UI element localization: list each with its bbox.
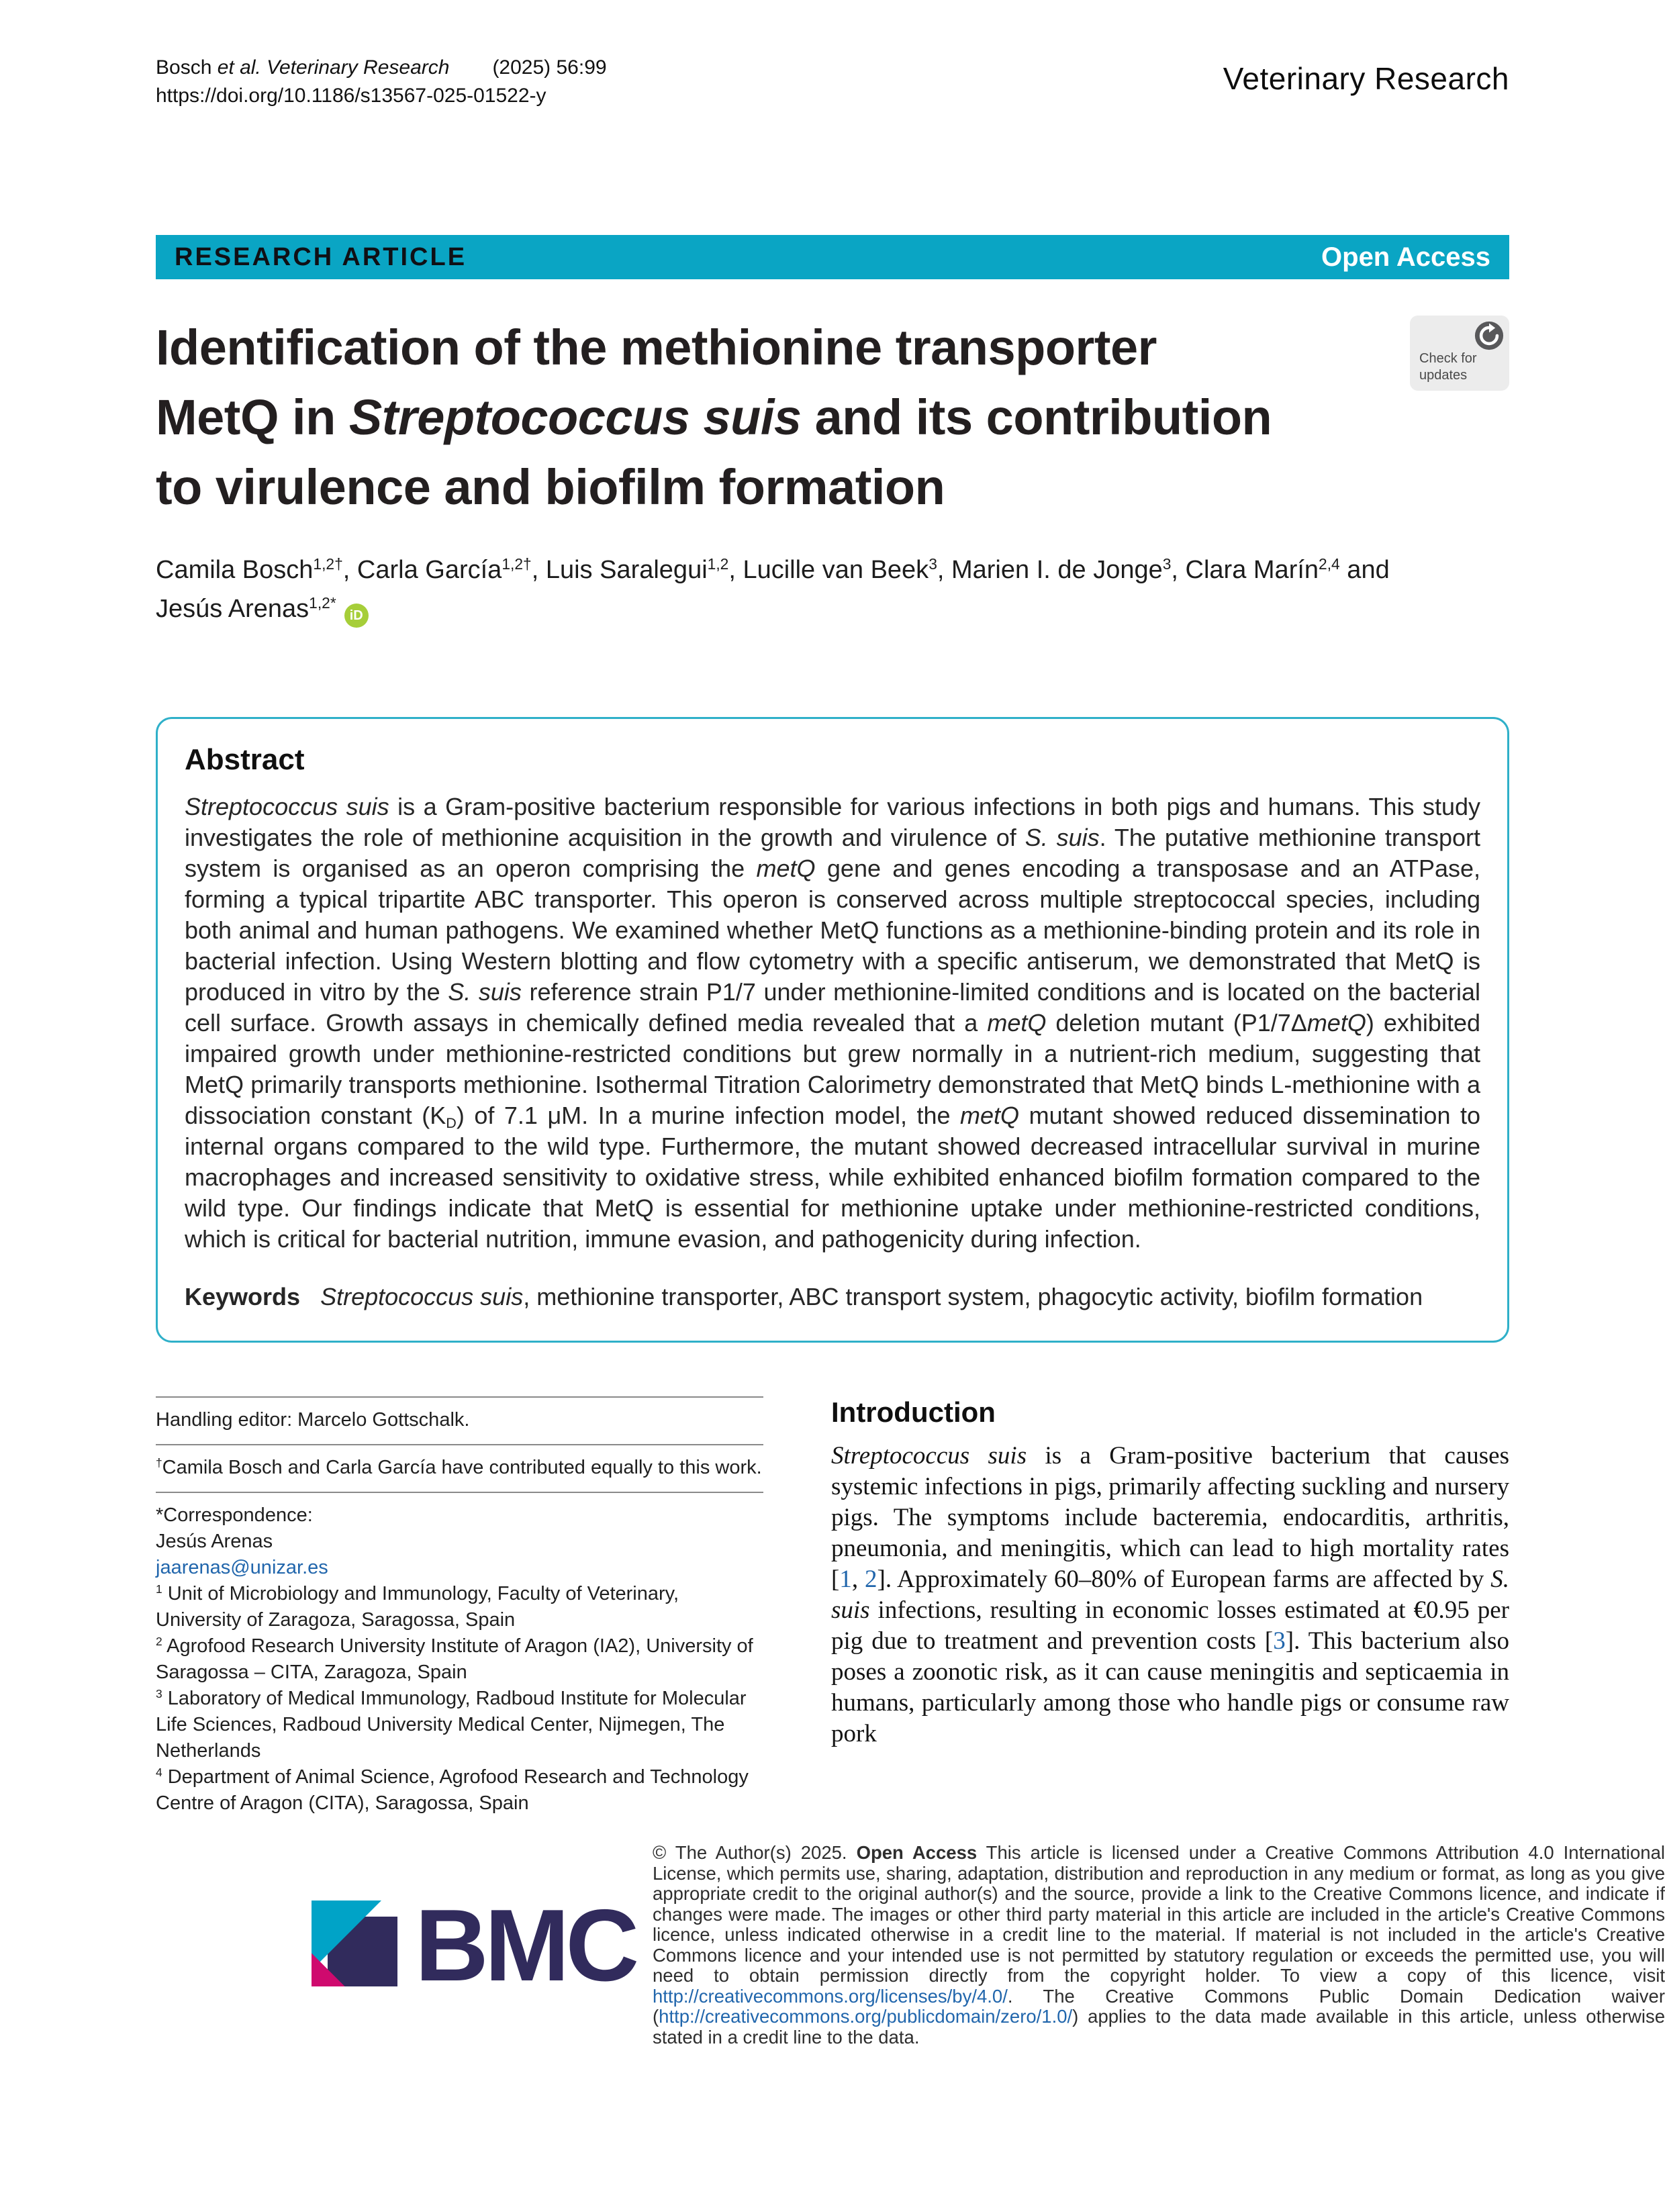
citation-line [156,54,607,82]
orcid-icon[interactable]: iD [344,604,369,628]
crossmark-icon [1474,321,1504,350]
text-segment: to virulence and biofilm formation [156,459,945,515]
handling-editor-note: Handling editor: Marcelo Gottschalk. [156,1409,470,1431]
text-segment: 1,2* [309,594,336,612]
text-segment: ) applies to the data made available in this article, unless otherwise stated in a credit line to the data. [653,2006,1665,2048]
open-access-label: Open Access [1321,242,1490,272]
text-segment: Department of Animal Science, Agrofood Research and Technology Centre of Aragon (CITA), Saragossa, Spain [156,1766,749,1814]
text-segment: . The putative methionine transport system is organised as an operon comprising the [185,824,1480,882]
text-segment: Identification of the methionine transporter [156,320,1157,375]
text-segment: reference strain P1/7 under methionine-limited conditions and is located on the bacterial cell surface. Growth assays in chemically defined media revealed that a [185,978,1480,1037]
bmc-logo [312,1888,653,2003]
text-segment: Agrofood Research University Institute of Aragon (IA2), University of Saragossa – CITA, Zaragoza, Spain [156,1635,753,1683]
text-segment: Streptococcus suis [320,1283,524,1310]
page-header [156,0,1509,110]
affiliation-4 [156,1764,763,1817]
text-segment: mutant showed reduced dissemination to internal organs compared to the wild type. Furthermore, the mutant showed decreased intracellular survival in murine macrophages and increased sensitivity to oxidative stress, while exhibited enhanced biofilm formation compared to the wild type. Our findings indicate that MetQ is essential for methionine uptake under methionine-restricted conditions, which is critical for bacterial nutrition, immune evasion, and pathogenicity during infection. [185,1102,1481,1253]
check-badge-line1: Check for [1419,351,1477,366]
text-segment: , Marien I. de Jonge [937,556,1163,584]
citation-journal: et al. Veterinary Research [217,56,450,79]
text-segment: and its contribution [801,389,1272,445]
article-type-banner [156,235,1509,279]
body-columns [156,1396,1509,1827]
license-text [653,1843,1665,2048]
text-segment: D [446,1114,457,1132]
citation-block [156,54,607,110]
text-segment: Streptococcus suis [348,389,802,445]
text-segment: Streptococcus suis [185,793,389,820]
author-names [156,556,1390,623]
text-segment: Jesús Arenas [156,595,310,623]
text-segment: S. suis [1025,824,1100,851]
text-segment: metQ [756,855,816,882]
inline-link[interactable]: http://creativecommons.org/licenses/by/4.0/ [653,1985,1008,2007]
title-row [156,313,1509,522]
text-segment: Camila Bosch and Carla García have contributed equally to this work. [162,1457,762,1478]
text-segment: 2 [156,1635,162,1649]
keywords-text [320,1283,1423,1310]
text-segment: 1 [156,1582,162,1596]
article-title [156,313,1358,522]
footnotes-column [156,1396,763,1827]
text-segment: and [1339,556,1390,584]
correspondent-name: Jesús Arenas [156,1531,273,1552]
article-type-label: RESEARCH ARTICLE [175,242,467,271]
citation-author: Bosch [156,56,218,79]
check-badge-line2: updates [1419,368,1468,383]
citation-issue: (2025) 56:99 [492,56,607,79]
journal-name: Veterinary Research [1223,61,1509,96]
inline-link[interactable]: 2 [865,1566,877,1593]
text-segment: ]. This bacterium also poses a zoonotic risk, as it can cause meningitis and septicaemia in humans, particularly among those who handle pigs or consume raw pork [831,1627,1509,1747]
affiliation-1 [156,1581,763,1633]
abstract-heading: Abstract [185,743,305,776]
inline-link[interactable]: http://creativecommons.org/publicdomain/zero/1.0/ [659,2006,1073,2027]
inline-link[interactable]: 3 [1273,1627,1286,1655]
equal-contribution-note [156,1445,763,1492]
affiliation-2 [156,1633,763,1686]
abstract-text [185,791,1480,1255]
correspondence-block [156,1493,763,1827]
text-segment: S. suis [831,1566,1509,1624]
text-segment: gene and genes encoding a transposase and an ATPase, forming a typical tripartite ABC transporter. This operon is conserved across multiple streptococcal species, including both animal and human pathogens. We examined whether MetQ functions as a methionine-binding protein and its role in bacterial infection. Using Western blotting and flow cytometry with a specific antiserum, we demonstrated that MetQ is produced in vitro by the [185,855,1481,1006]
text-segment: , Lucille van Beek [728,556,929,584]
text-segment: 3 [156,1687,162,1701]
text-segment: , Carla García [342,556,502,584]
text-segment: ) of 7.1 μM. In a murine infection model, the [456,1102,961,1129]
introduction-section [831,1396,1509,1827]
bmc-logo-text: BMC [415,1888,636,2003]
introduction-text [831,1441,1509,1749]
text-segment: ) exhibited impaired growth under methionine-restricted conditions but grew normally in a nutrient-rich medium, suggesting that MetQ primarily transports methionine. Isothermal Titration Calorimetry demonstrated that MetQ binds L-methionine with a dissociation constant (K [185,1009,1480,1129]
text-segment: © The Author(s) 2025. [653,1842,857,1863]
text-segment: Laboratory of Medical Immunology, Radboud Institute for Molecular Life Sciences, Radboud University Medical Center, Nijmegen, The Netherlands [156,1688,747,1762]
text-segment: S. suis [448,978,522,1006]
correspondence-email-link[interactable]: jaarenas@unizar.es [156,1557,328,1578]
inline-link[interactable]: 1 [839,1566,852,1593]
text-segment: , Luis Saralegui [531,556,708,584]
text-segment: ]. Approximately 60–80% of European farms are affected by [877,1566,1491,1593]
text-segment: Streptococcus suis [831,1442,1027,1470]
introduction-heading: Introduction [831,1396,996,1428]
correspondence-label: *Correspondence: [156,1504,313,1526]
text-segment: This article is licensed under a Creative Commons Attribution 4.0 International License, which permits use, sharing, adaptation, distribution and reproduction in any medium or format, as long as you give appropriate credit to the original author(s) and the source, provide a link to the Creative Commons licence, and indicate if changes were made. The images or other third party material in this article are included in the article's Creative Commons licence, unless indicated otherwise in a credit line to the material. If material is not included in the article's Creative Commons licence and your intended use is not permitted by statutory regulation or exceeds the permitted use, you will need to obtain permission directly from the copyright holder. To view a copy of this licence, visit [653,1842,1665,1986]
author-list [156,550,1431,628]
abstract-box [156,717,1509,1343]
text-segment: , [851,1566,865,1593]
text-segment: 3 [929,555,937,573]
text-segment: , Clara Marín [1171,556,1319,584]
text-segment: is a Gram-positive bacterium that causes systemic infections in pigs, primarily affecting suckling and nursery pigs. The symptoms include bacteremia, endocarditis, arthritis, pneumonia, and meningitis, which can lead to high mortality rates [ [831,1442,1509,1593]
bmc-logo-mark-icon [312,1901,397,1990]
text-segment: is a Gram-positive bacterium responsible for various infections in both pigs and humans. This study investigates the role of methionine acquisition in the growth and virulence of [185,793,1480,851]
text-segment: 1,2 [707,555,729,573]
text-segment: Camila Bosch [156,556,314,584]
text-segment: 4 [156,1766,162,1780]
check-for-updates-badge[interactable] [1410,316,1509,391]
doi-link[interactable]: https://doi.org/10.1186/s13567-025-01522-y [156,85,546,107]
text-segment: 3 [1162,555,1172,573]
text-segment: metQ [987,1009,1047,1037]
text-segment: † [156,1456,162,1470]
text-segment: Unit of Microbiology and Immunology, Faculty of Veterinary, University of Zaragoza, Saragossa, Spain [156,1583,679,1631]
text-segment: MetQ in [156,389,349,445]
paper-page [156,0,1665,2048]
keywords-label: Keywords [185,1283,301,1310]
text-segment: . The Creative Commons Public Domain Dedication waiver ( [653,1985,1665,2027]
affiliation-3 [156,1686,763,1764]
text-segment: 2,4 [1319,555,1340,573]
text-segment: Open Access [856,1842,978,1863]
check-badge-label [1419,350,1477,384]
doi-line [156,82,607,110]
text-segment: metQ [960,1102,1020,1129]
text-segment: 1,2† [502,555,532,573]
page-footer [312,1843,1665,2048]
text-segment: deletion mutant (P1/7Δ [1046,1009,1307,1037]
text-segment: infections, resulting in economic losses estimated at €0.95 per pig due to treatment and prevention costs [ [831,1596,1509,1655]
text-segment: 1,2† [313,555,343,573]
text-segment: metQ [1306,1009,1366,1037]
keywords-line [185,1282,1480,1312]
text-segment: , methionine transporter, ABC transport system, phagocytic activity, biofilm formation [523,1283,1423,1310]
